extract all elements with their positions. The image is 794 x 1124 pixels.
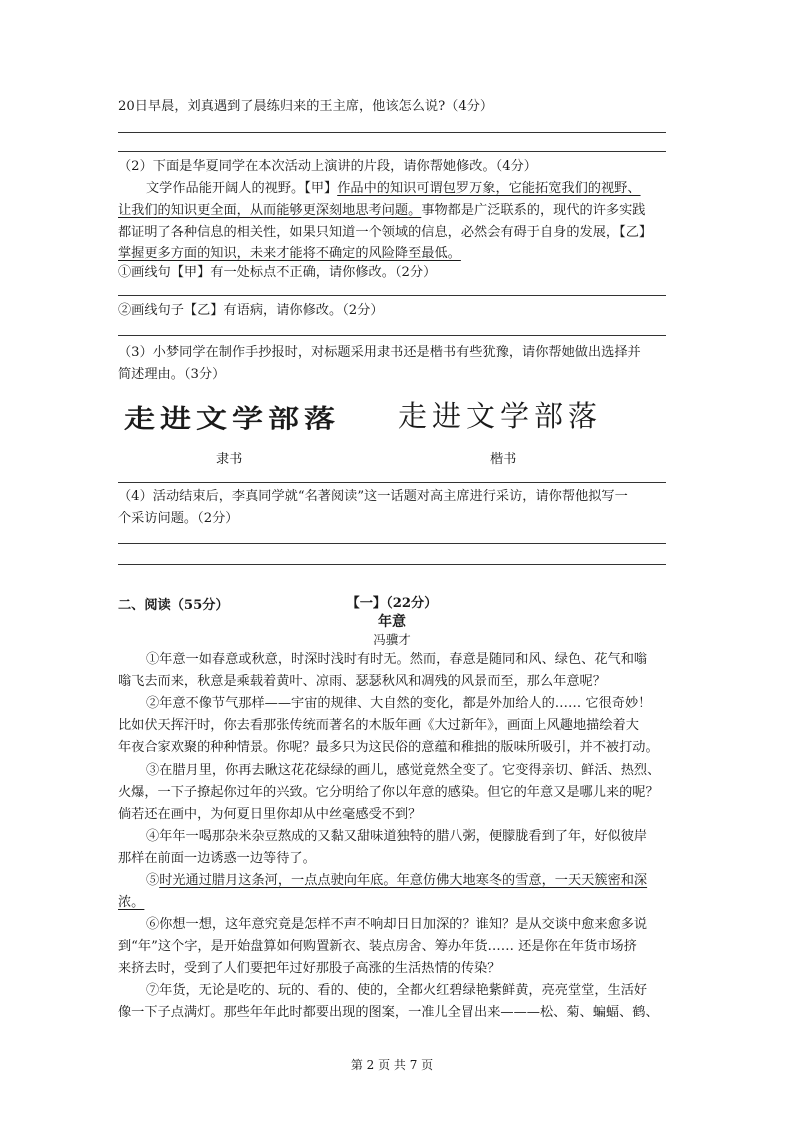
- q4-question-line2: 个采访问题。（2分）: [118, 511, 239, 526]
- article-p2-l2: 比如伏天挥汗时，你去看那张传统而著名的木版年画《大过新年》，画面上风趣地描绘着大: [118, 718, 639, 733]
- underlined-sentence-yi: 掌握更多方面的知识，未来才能将不确定的风险降至最低。: [118, 246, 461, 261]
- title-sample-kaishu: 走进文学部落: [398, 399, 603, 433]
- q3-question-line2: 简述理由。（3分）: [118, 367, 226, 382]
- speech-line-2: 让我们的知识更全面，从而能够更深刻地思考问题。事物都是广泛联系的，现代的许多实践: [118, 203, 646, 218]
- page-number-footer: 第 2 页 共 7 页: [350, 1058, 434, 1072]
- section-heading-reading: 二、阅读（55分）: [118, 598, 229, 613]
- speech-line-1: 文学作品能开阔人的视野。【甲】作品中的知识可谓包罗万象，它能拓宽我们的视野、: [146, 181, 641, 196]
- answer-line[interactable]: [118, 543, 666, 544]
- answer-line[interactable]: [118, 482, 666, 483]
- article-p6-l1: ⑥你想一想，这年意究竟是怎样不声不响却日日加深的？谁知？是从交谈中愈来愈多说: [146, 917, 648, 932]
- q4-question-line1: （4）活动结束后，李真同学就“名著阅读”这一话题对高主席进行采访，请你帮他拟写一: [118, 489, 628, 504]
- article-p7-l2: 像一下子点满灯。那些年年此时都要出现的图案，一准儿全冒出来———松、菊、蝙蝠、鹤、: [118, 1005, 659, 1020]
- article-p4-l2: 那样在前面一边诱惑一边等待了。: [118, 851, 316, 866]
- q1-question-tail: 20日早晨，刘真遇到了晨练归来的王主席，他该怎么说?（4分）: [118, 99, 494, 114]
- article-p3-l1: ③在腊月里，你再去瞅这花花绿绿的画儿，感觉竟然全变了。它变得亲切、鲜活、热烈、: [146, 763, 661, 778]
- article-title: 年意: [378, 614, 406, 630]
- article-p5-l2: 浓。: [118, 895, 145, 910]
- answer-line[interactable]: [118, 151, 666, 152]
- mark-jia: 【甲】: [304, 181, 338, 196]
- label-lishu: 隶书: [216, 452, 243, 467]
- q2-sub2: ②画线句子【乙】有语病，请你修改。（2分）: [118, 303, 384, 318]
- answer-line[interactable]: [118, 132, 666, 133]
- title-sample-lishu: 走进文学部落: [124, 404, 340, 435]
- article-p7-l1: ⑦年货，无论是吃的、玩的、看的、使的，全都火红碧绿艳紫鲜黄，亮亮堂堂，生活好: [146, 983, 648, 998]
- article-p1-l2: 嗡飞去而来，秋意是乘载着黄叶、凉雨、瑟瑟秋风和凋残的风景而至，那么年意呢？: [118, 674, 606, 689]
- q2-sub1: ①画线句【甲】有一处标点不正确，请你修改。（2分）: [118, 265, 437, 280]
- article-p3-l3: 倘若还在画中，为何夏日里你却从中丝毫感受不到？: [118, 807, 422, 822]
- article-p5-l1: ⑤时光通过腊月这条河，一点点驶向年底。年意仿佛大地寒冬的雪意，一天天簇密和深: [146, 873, 648, 888]
- underlined-sentence-jia: 作品中的知识可谓包罗万象，它能拓宽我们的视野、: [337, 181, 641, 196]
- article-p3-l2: 火爆，一下子撩起你过年的兴致。它分明给了你以年意的感染。但它的年意又是哪儿来的呢？: [118, 785, 659, 800]
- article-p1-l1: ①年意一如春意或秋意，时深时浅时有时无。然而，春意是随同和风、绿色、花气和嗡: [146, 652, 648, 667]
- q3-question-line1: （3）小梦同学在制作手抄报时，对标题采用隶书还是楷书有些犹豫，请你帮她做出选择并: [118, 345, 641, 360]
- answer-line[interactable]: [118, 295, 666, 296]
- mark-yi: 【乙】: [619, 225, 653, 240]
- article-p6-l2: 到“年”这个字，是开始盘算如何购置新衣、装点房舍、筹办年货…… 还是你在年货市场挤: [118, 939, 637, 954]
- label-kaishu: 楷书: [490, 452, 517, 467]
- q2-heading: （2）下面是华夏同学在本次活动上演讲的片段，请你帮她修改。（4分）: [118, 159, 537, 174]
- speech-line-4: [118, 245, 461, 263]
- article-author: 冯骥才: [373, 632, 411, 647]
- answer-line[interactable]: [118, 335, 666, 336]
- underlined-sentence-jia-cont: 让我们的知识更全面，从而能够更深刻地思考问题。: [118, 203, 422, 218]
- article-p6-l3: 来挤去时，受到了人们要把年过好那股子高涨的生活热情的传染？: [118, 961, 501, 976]
- part-heading: 【一】（22分）: [346, 596, 438, 611]
- answer-line[interactable]: [118, 564, 666, 565]
- article-p2-l1: ②年意不像节气那样——宇宙的规律、大自然的变化，都是外加给人的…… 它很奇妙！: [146, 696, 652, 711]
- article-p2-l3: 年夜合家欢聚的种种情景。你呢？最多只为这民俗的意蕴和稚拙的版味所吸引，并不被打动。: [118, 740, 659, 755]
- speech-line-3: 都证明了各种信息的相关性，如果只知道一个领域的信息，必然会有碍于自身的发展，【乙】: [118, 225, 653, 240]
- underlined-sentence-p5: 时光通过腊月这条河，一点点驶向年底。年意仿佛大地寒冬的雪意，一天天簇密和深: [159, 873, 648, 888]
- article-p4-l1: ④年年一喝那杂米杂豆熬成的又黏又甜味道独特的腊八粥，便朦胧看到了年，好似彼岸: [146, 829, 648, 844]
